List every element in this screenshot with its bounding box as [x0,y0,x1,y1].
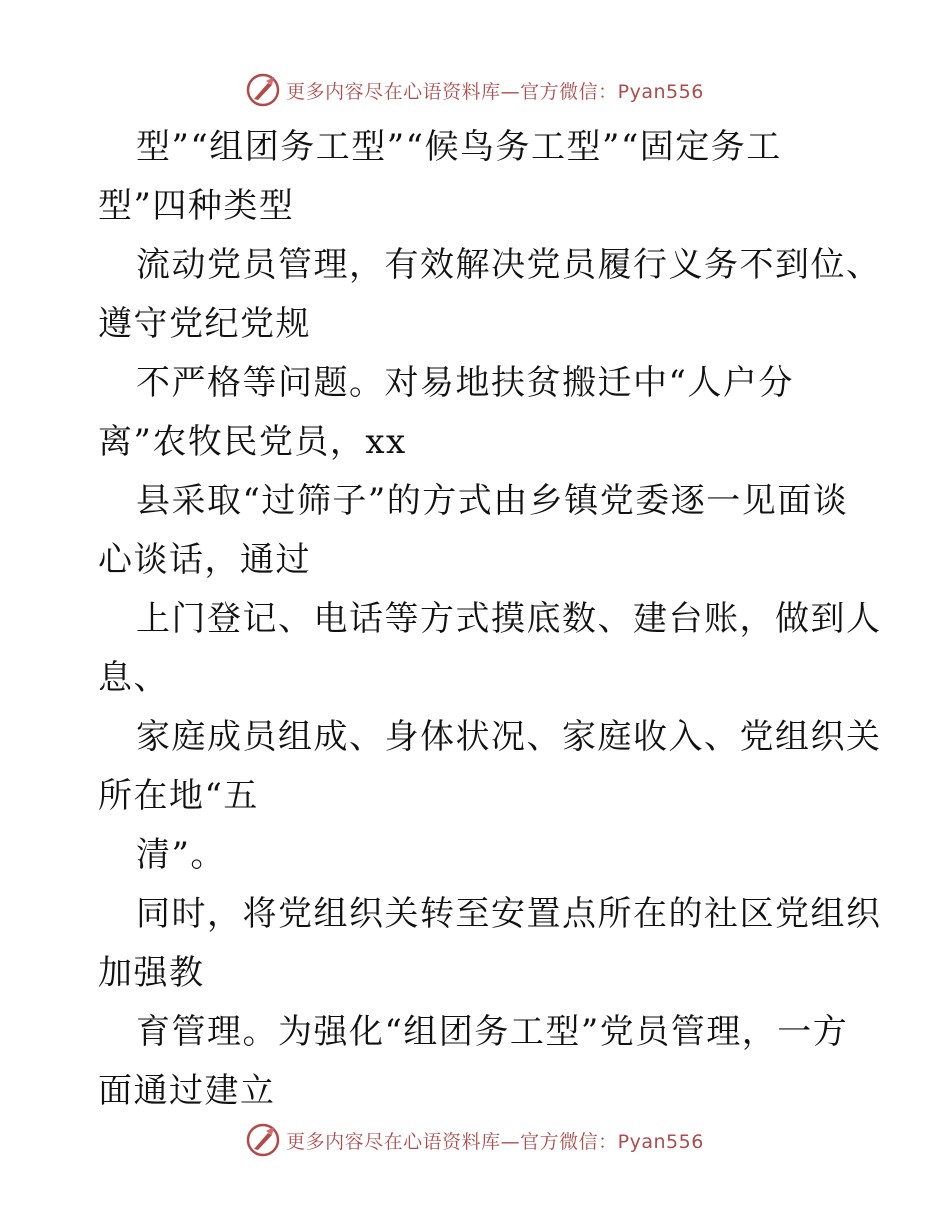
watermark-text: 更多内容尽在心语资料库—官方微信：Pyan556 [286,80,704,103]
text-line: 育管理。为强化“组团务工型”党员管理，一方 [136,1012,849,1052]
footer-watermark [0,1120,950,1160]
watermark-text: 更多内容尽在心语资料库—官方微信：Pyan556 [286,1130,704,1153]
text-line: 不严格等问题。对易地扶贫搬迁中“人户分 [136,363,794,403]
text-line: 型”四种类型 [98,186,295,226]
quill-logo-icon [246,73,280,107]
text-line: 加强教 [98,953,205,993]
text-line: 遵守党纪党规 [98,304,311,344]
text-line: 心谈话，通过 [98,540,311,580]
text-line: 同时，将党组织关转至安置点所在的社区党组织 [136,894,882,934]
text-line: 家庭成员组成、身体状况、家庭收入、党组织关 [136,717,882,757]
text-line: 所在地“五 [98,776,259,816]
text-line: 上门登记、电话等方式摸底数、建台账，做到人 [136,599,882,639]
document-body [98,118,882,1121]
text-line: 息、 [98,658,169,698]
text-line: 面通过建立 [98,1071,276,1111]
text-line: 型”“组团务工型”“候鸟务工型”“固定务工 [136,127,782,167]
quill-logo-icon [246,1123,280,1157]
text-line: 离”农牧民党员，xx [98,422,407,462]
text-line: 流动党员管理，有效解决党员履行义务不到位、 [136,245,882,285]
text-line: 县采取“过筛子”的方式由乡镇党委逐一见面谈 [136,481,849,521]
text-line: 清”。 [136,835,226,875]
header-watermark [0,70,950,110]
